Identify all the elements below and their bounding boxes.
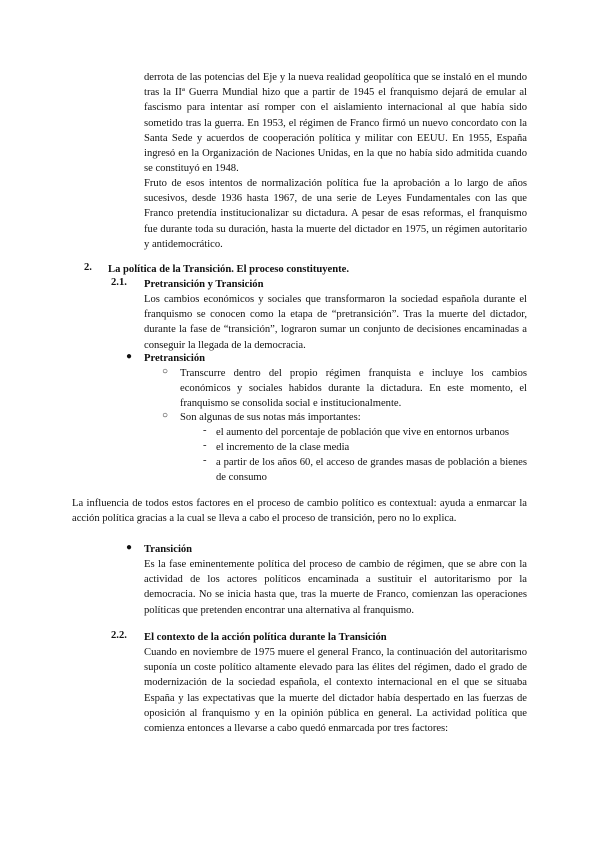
pretransicion-bullet: ● [126, 351, 133, 362]
pretransicion-item-2: Son algunas de sus notas más importantes: [180, 412, 361, 423]
pretransicion-item-2-marker: ○ [162, 410, 169, 421]
intro-paragraph-1: derrota de las potencias del Eje y la nueva realidad geopolítica que se instaló en el mundo tras la IIª Guerra Mundial hizo que a partir de 1945 el franquismo dejará de emular al fascismo para intentar así romper con el aislamiento internacional al que había sido sometido tras la guerra. En 1953, el régimen de Franco firmó un nuevo concordato con la Santa Sede y acuerdos de cooperación política y militar con EEUU. En 1955, España ingresó en la Organización de Naciones Unidas, en la que no había sido admitida cuando se constituyó en 1948. [144, 72, 527, 175]
section-2-1-body: Los cambios económicos y sociales que transformaron la sociedad española durante el franquismo se conocen como la etapa de “pretransición”. Tras la muerte del dictador, durante la fase de “transición”, lograron sumar un conjunto de decisiones encaminadas a conseguir la llegada de la democracia. [144, 294, 527, 351]
pretransicion-item-1-marker: ○ [162, 366, 169, 377]
influence-paragraph: La influencia de todos estos factores en el proceso de cambio político es contextual: ayuda a enmarcar la acción política gracias a la cual se lleva a cabo el proceso de transición, pero no lo explica. [72, 498, 527, 525]
section-2-1-title: Pretransición y Transición [144, 279, 264, 290]
transicion-bullet: ● [126, 542, 133, 553]
sub-item-1: el aumento del porcentaje de población que vive en entornos urbanos [216, 427, 509, 438]
section-2-title: La política de la Transición. El proceso constituyente. [108, 264, 350, 275]
intro-paragraph-2: Fruto de esos intentos de normalización política fue la aprobación a lo largo de años sucesivos, desde 1936 hasta 1967, de una serie de Leyes Fundamentales con las que Franco pretendía institucionalizar su dictadura. A pesar de esas reformas, el franquismo fue durante toda su duración, hasta la muerte del dictador en 1975, un régimen autoritario y antidemocrático. [144, 178, 527, 250]
sub-item-3: a partir de los años 60, el acceso de grandes masas de población a bienes de consumo [216, 457, 527, 484]
section-2-2-title: El contexto de la acción política durante la Transición [144, 632, 387, 643]
sub-item-1-dash: - [203, 425, 207, 436]
sub-item-2-dash: - [203, 440, 207, 451]
section-2-2-body: Cuando en noviembre de 1975 muere el general Franco, la continuación del autoritarismo suponía un coste político altamente elevado para las élites del régimen, dado el grado de modernización de la sociedad española, el contexto internacional en el que se situaba España y las expectativas que la muerte del dictador había despertado en las fuerzas de oposición al franquismo y en la opinión pública en general. La actividad política que comienza entonces a llevarse a cabo quedó enmarcada por tres factores: [144, 647, 527, 735]
section-2-1-number: 2.1. [111, 277, 127, 288]
pretransicion-title: Pretransición [144, 353, 206, 364]
section-2-2-number: 2.2. [111, 630, 127, 641]
sub-item-3-dash: - [203, 455, 207, 466]
sub-item-2: el incremento de la clase media [216, 442, 350, 453]
transicion-title: Transición [144, 544, 193, 555]
section-2-number: 2. [84, 262, 92, 273]
pretransicion-item-1: Transcurre dentro del propio régimen franquista e incluye los cambios económicos y sociales habidos durante la dictadura. En este momento, el franquismo se consolida social e institucionalmente. [180, 368, 527, 410]
transicion-body: Es la fase eminentemente política del proceso de cambio de régimen, que se abre con la actividad de los actores políticos encaminada a sustituir el autoritarismo por la democracia. No se inicia hasta que, tras la muerte de Franco, comienzan las operaciones políticas que pretenden encontrar una alternativa al franquismo. [144, 559, 527, 616]
